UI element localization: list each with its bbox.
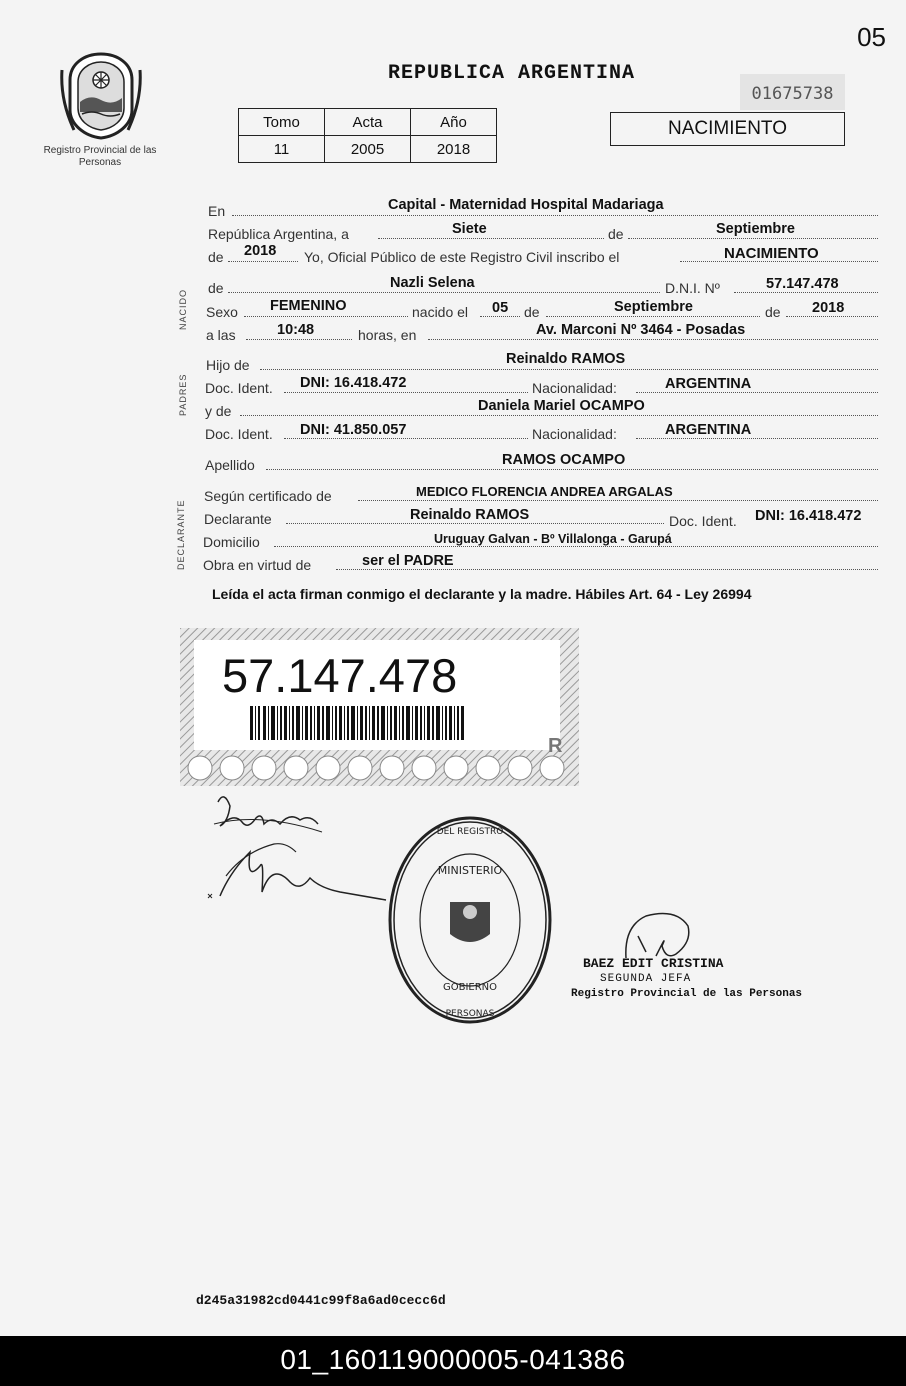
svg-text:PERSONAS: PERSONAS <box>445 1009 495 1019</box>
value-nombre: Nazli Selena <box>390 275 475 291</box>
label-de-year: de <box>208 249 224 265</box>
label-doc-ident3: Doc. Ident. <box>669 513 737 529</box>
value-madre-nacionalidad: ARGENTINA <box>665 422 752 438</box>
value-sexo: FEMENINO <box>270 298 347 314</box>
label-yo-oficial: Yo, Oficial Público de este Registro Civil inscribo el <box>304 249 620 265</box>
line-padre-doc <box>284 391 528 393</box>
label-obra-en-virtud: Obra en virtud de <box>203 557 312 573</box>
value-lugar: Capital - Maternidad Hospital Madariaga <box>388 197 664 213</box>
document-title: REPUBLICA ARGENTINA <box>388 62 636 85</box>
svg-text:MINISTERIO: MINISTERIO <box>437 864 503 877</box>
svg-text:GOBIERNO: GOBIERNO <box>442 982 498 993</box>
section-label-declarante: DECLARANTE <box>176 499 186 570</box>
label-declarante: Declarante <box>204 511 272 527</box>
value-tipo: NACIMIENTO <box>724 245 819 262</box>
value-mes-inscripcion: Septiembre <box>716 221 795 237</box>
value-madre: Daniela Mariel OCAMPO <box>478 398 645 414</box>
line-mes-nac <box>546 315 760 317</box>
serial-number: 01675738 <box>740 74 845 110</box>
section-label-padres: PADRES <box>178 373 188 416</box>
official-organization: Registro Provincial de las Personas <box>571 988 803 1000</box>
value-dia-inscripcion: Siete <box>452 221 487 237</box>
label-segun-certificado: Según certificado de <box>204 488 332 504</box>
value-padre-doc: DNI: 16.418.472 <box>300 375 407 391</box>
document-type-box: NACIMIENTO <box>610 112 845 146</box>
value-mes-nacimiento: Septiembre <box>614 299 693 315</box>
line-madre <box>240 414 878 416</box>
line-dia <box>378 237 604 239</box>
value-declarante-doc: DNI: 16.418.472 <box>755 508 862 524</box>
logo-caption: Registro Provincial de las Personas <box>43 145 157 168</box>
label-doc-ident2: Doc. Ident. <box>205 426 273 442</box>
footer-id-bar <box>0 1336 906 1386</box>
sticker-dni-number: 57.147.478 <box>222 649 458 702</box>
document-hash: d245a31982cd0441c99f8a6ad0cecc6d <box>196 1293 446 1308</box>
table-value-acta: 2005 <box>325 136 411 163</box>
table-header-tomo: Tomo <box>239 109 325 136</box>
table-header-acta: Acta <box>325 109 411 136</box>
registry-table-header-row <box>239 109 497 136</box>
registry-table-value-row <box>239 136 497 163</box>
registry-table <box>238 108 497 163</box>
value-anio-inscripcion: 2018 <box>244 243 277 259</box>
value-apellido: RAMOS OCAMPO <box>502 452 626 468</box>
svg-text:DEL REGISTRO: DEL REGISTRO <box>436 827 504 837</box>
value-en-virtud: ser el PADRE <box>362 553 454 569</box>
closing-note: Leída el acta firman conmigo el declarante y la madre. Hábiles Art. 64 - Ley 26994 <box>212 586 752 602</box>
value-anio-nacimiento: 2018 <box>812 300 845 316</box>
line-anio <box>228 260 298 262</box>
line-padre <box>260 368 878 370</box>
label-nacionalidad2: Nacionalidad: <box>532 426 617 442</box>
line-lugar <box>232 214 878 216</box>
label-nacido-el: nacido el <box>412 304 469 320</box>
label-sexo: Sexo <box>206 304 238 320</box>
label-hijo-de: Hijo de <box>206 357 250 373</box>
table-value-tomo: 11 <box>239 136 325 163</box>
value-madre-doc: DNI: 41.850.057 <box>300 422 407 438</box>
label-nacionalidad: Nacionalidad: <box>532 380 617 396</box>
label-horas-en: horas, en <box>358 327 417 343</box>
footer-id: 01_160119000005-041386 <box>280 1344 626 1375</box>
table-header-anio: Año <box>411 109 497 136</box>
value-declarante: Reinaldo RAMOS <box>410 507 530 523</box>
label-de-month: de <box>524 304 540 320</box>
line-mes <box>628 237 878 239</box>
value-padre: Reinaldo RAMOS <box>506 351 626 367</box>
label-y-de: y de <box>205 403 232 419</box>
value-certificado: MEDICO FLORENCIA ANDREA ARGALAS <box>416 484 673 499</box>
label-en: En <box>208 203 226 219</box>
label-a-las: a las <box>206 327 236 343</box>
table-value-anio: 2018 <box>411 136 497 163</box>
sticker-mark: R <box>548 735 563 757</box>
label-doc-ident: Doc. Ident. <box>205 380 273 396</box>
section-label-nacido: NACIDO <box>178 288 188 330</box>
line-apellido <box>266 468 878 470</box>
label-dni: D.N.I. Nº <box>665 280 720 296</box>
value-hora: 10:48 <box>277 322 315 338</box>
line-domicilio-nac <box>428 338 878 340</box>
line-sexo <box>244 315 408 317</box>
label-republica: República Argentina, a <box>208 226 349 242</box>
value-dni: 57.147.478 <box>766 276 839 292</box>
value-padre-nacionalidad: ARGENTINA <box>665 376 752 392</box>
page-number: 05 <box>857 22 886 52</box>
declarant-signature <box>200 782 390 912</box>
line-hora <box>246 338 352 340</box>
label-de-name: de <box>208 280 224 296</box>
label-apellido: Apellido <box>205 457 255 473</box>
official-role: SEGUNDA JEFA <box>600 973 692 985</box>
official-round-seal <box>386 814 554 1026</box>
province-coat-of-arms-logo <box>58 50 144 142</box>
line-certificado <box>358 499 878 501</box>
value-declarante-domicilio: Uruguay Galvan - Bº Villalonga - Garupá <box>434 532 672 546</box>
line-nombre <box>228 291 660 293</box>
label-de: de <box>608 226 624 242</box>
value-domicilio-nacimiento: Av. Marconi Nº 3464 - Posadas <box>536 322 746 338</box>
label-de-year2: de <box>765 304 781 320</box>
official-name: BAEZ EDIT CRISTINA <box>583 956 724 971</box>
label-domicilio: Domicilio <box>203 534 260 550</box>
value-dia-nacimiento: 05 <box>492 300 509 316</box>
